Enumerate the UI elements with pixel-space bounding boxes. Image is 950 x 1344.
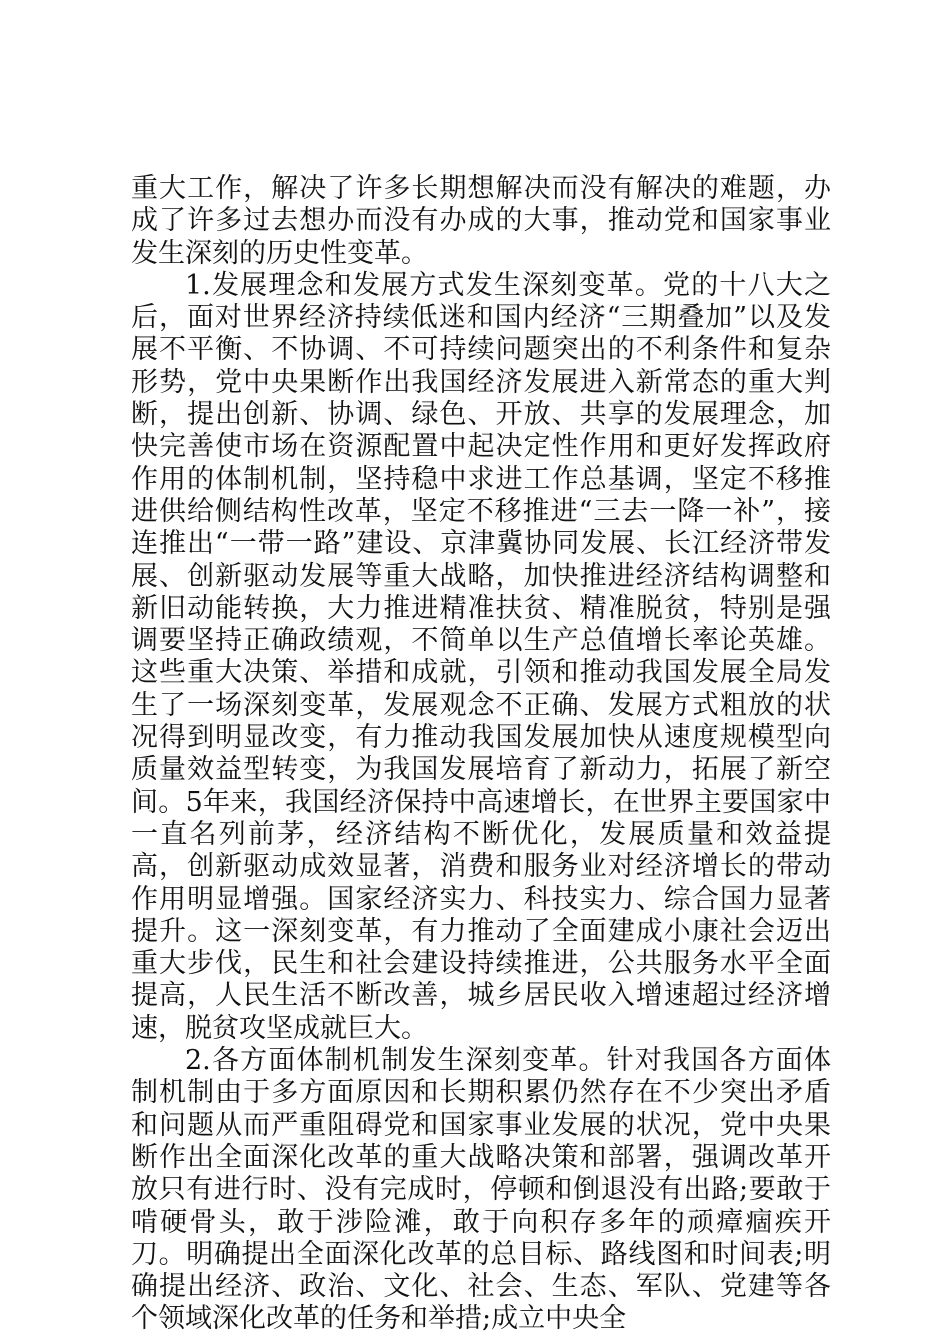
paragraph-section-1: 1.发展理念和发展方式发生深刻变革。党的十八大之后，面对世界经济持续低迷和国内经济“三期叠加”以及发展不平衡、不协调、不可持续问题突出的不利条件和复杂形势，党中央果断作出我国经济发展进入新常态的重大判断，提出创新、协调、绿色、开放、共享的发展理念，加快完善使市场在资源配置中起决定性作用和更好发挥政府作用的体制机制，坚持稳中求进工作总基调，坚定不移推进供给侧结构性改革，坚定不移推进“三去一降一补”，接连推出“一带一路”建设、京津冀协同发展、长江经济带发展、创新驱动发展等重大战略，加快推进经济结构调整和新旧动能转换，大力推进精准扶贫、精准脱贫，特别是强调要坚持正确政绩观，不简单以生产总值增长率论英雄。这些重大决策、举措和成就，引领和推动我国发展全局发生了一场深刻变革，发展观念不正确、发展方式粗放的状况得到明显改变，有力推动我国发展加快从速度规模型向质量效益型转变，为我国发展培育了新动力，拓展了新空间。5年来，我国经济保持中高速增长，在世界主要国家中一直名列前茅，经济结构不断优化，发展质量和效益提高，创新驱动成效显著，消费和服务业对经济增长的带动作用明显增强。国家经济实力、科技实力、综合国力显著提升。这一深刻变革，有力推动了全面建成小康社会迈出重大步伐，民生和社会建设持续推进，公共服务水平全面提高，人民生活不断改善，城乡居民收入增速超过经济增速，脱贫攻坚成就巨大。 — [131, 269, 831, 1044]
paragraph-continuation: 重大工作，解决了许多长期想解决而没有解决的难题，办成了许多过去想办而没有办成的大事，推动党和国家事业发生深刻的历史性变革。 — [131, 173, 831, 269]
document-body — [131, 173, 831, 1336]
paragraph-section-2: 2.各方面体制机制发生深刻变革。针对我国各方面体制机制由于多方面原因和长期积累仍然存在不少突出矛盾和问题从而严重阻碍党和国家事业发展的状况，党中央果断作出全面深化改革的重大战略决策和部署，强调改革开放只有进行时、没有完成时，停顿和倒退没有出路;要敢于啃硬骨头，敢于涉险滩，敢于向积存多年的顽瘴痼疾开刀。明确提出全面深化改革的总目标、路线图和时间表;明确提出经济、政治、文化、社会、生态、军队、党建等各个领域深化改革的任务和举措;成立中央全 — [131, 1045, 831, 1335]
